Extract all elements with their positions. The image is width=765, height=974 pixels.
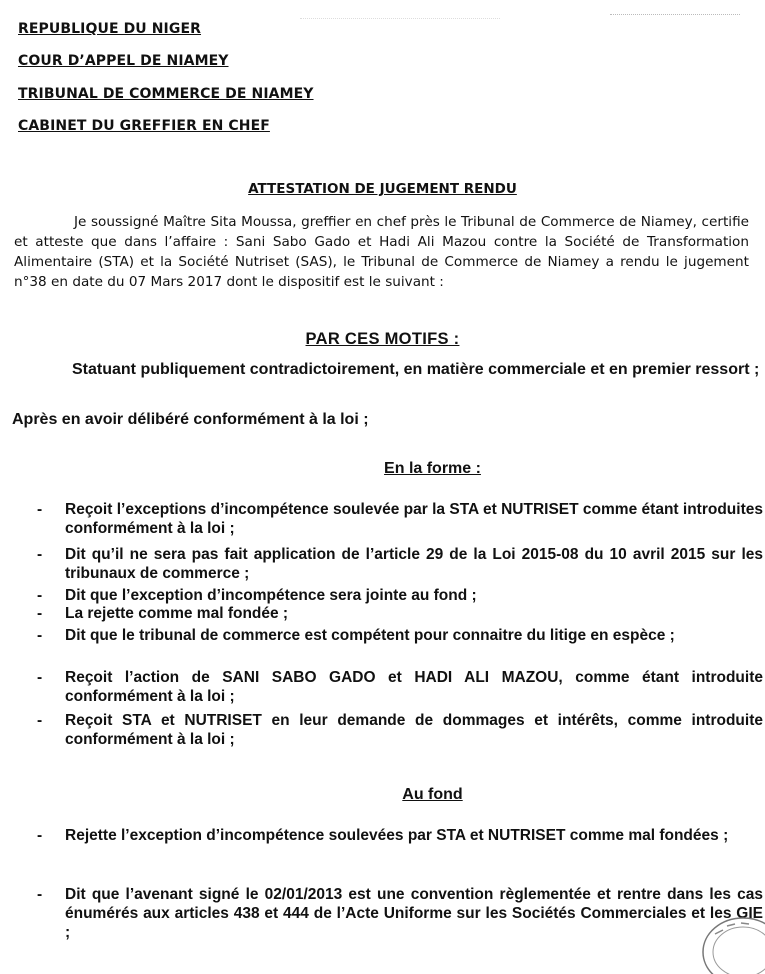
list-item xyxy=(37,711,763,749)
document-title: ATTESTATION DE JUGEMENT RENDU xyxy=(248,181,517,197)
list-item-text: Dit qu’il ne sera pas fait application de l’article 29 de la Loi 2015-08 du 10 avril 2015 sur les tribunaux de commerce ; xyxy=(65,546,763,582)
list-item xyxy=(37,545,763,583)
list-item-text: Dit que le tribunal de commerce est compétent pour connaitre du litige en espèce ; xyxy=(65,627,675,644)
list-item xyxy=(37,885,763,942)
list-item-text: Reçoit l’action de SANI SABO GADO et HADI ALI MAZOU, comme étant introduite conformément à la loi ; xyxy=(65,669,763,705)
list-item-text: Dit que l’avenant signé le 02/01/2013 est une convention règlementée et rentre dans les cas énumérés aux articles 438 et 444 de l’Acte Uniforme sur les Sociétés Commerciales et les GIE ; xyxy=(65,886,763,941)
list-dash: - xyxy=(37,669,43,686)
list-dash: - xyxy=(37,827,43,844)
list-dash: - xyxy=(37,627,43,644)
header-cabinet: CABINET DU GREFFIER EN CHEF xyxy=(18,118,270,134)
list-item xyxy=(37,586,763,605)
list-item-text: La rejette comme mal fondée ; xyxy=(65,605,289,622)
list-item-text: Rejette l’exception d’incompétence soulevées par STA et NUTRISET comme mal fondées ; xyxy=(65,827,729,844)
heading-en-la-forme: En la forme : xyxy=(384,460,481,477)
list-item xyxy=(37,668,763,706)
official-seal-icon xyxy=(693,904,765,974)
statuant-paragraph: Statuant publiquement contradictoirement, en matière commerciale et en premier ressort ; xyxy=(72,361,760,378)
scan-artifact xyxy=(610,14,740,15)
list-dash: - xyxy=(37,886,43,903)
list-item-text: Dit que l’exception d’incompétence sera jointe au fond ; xyxy=(65,587,477,604)
heading-au-fond: Au fond xyxy=(402,786,463,803)
list-item-text: Reçoit STA et NUTRISET en leur demande de dommages et intérêts, comme introduite conformément à la loi ; xyxy=(65,712,763,748)
header-cour-appel: COUR D’APPEL DE NIAMEY xyxy=(18,53,229,69)
list-dash: - xyxy=(37,605,43,622)
intro-paragraph: Je soussigné Maître Sita Moussa, greffier en chef près le Tribunal de Commerce de Niamey, certifie et atteste que dans l’affaire : Sani Sabo Gado et Hadi Ali Mazou contre la Société de Transformation Alimentaire (STA) et la Société Nutriset (SAS), le Tribunal de Commerce de Niamey a rendu le jugement n°38 en date du 07 Mars 2017 dont le dispositif est le suivant : xyxy=(14,214,749,290)
list-item xyxy=(37,826,763,845)
list-dash: - xyxy=(37,712,43,729)
list-dash: - xyxy=(37,587,43,604)
heading-par-ces-motifs: PAR CES MOTIFS : xyxy=(305,330,460,348)
scan-artifact xyxy=(300,18,500,19)
list-item xyxy=(37,626,763,645)
list-item xyxy=(37,604,763,623)
list-item xyxy=(37,500,763,538)
list-item-text: Reçoit l’exceptions d’incompétence soulevée par la STA et NUTRISET comme étant introduites conformément à la loi ; xyxy=(65,501,763,537)
list-dash: - xyxy=(37,501,43,518)
apres-paragraph: Après en avoir délibéré conformément à la loi ; xyxy=(12,411,369,428)
header-republique: REPUBLIQUE DU NIGER xyxy=(18,21,202,37)
header-tribunal: TRIBUNAL DE COMMERCE DE NIAMEY xyxy=(18,86,314,102)
list-dash: - xyxy=(37,546,43,563)
